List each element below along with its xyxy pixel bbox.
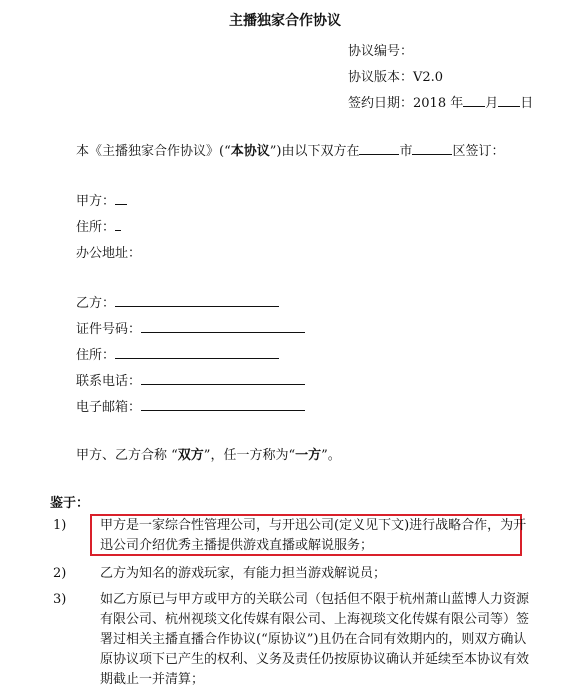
agreement-version-label: 协议版本： bbox=[348, 70, 414, 85]
item-3-text: 如乙方原已与甲方或甲方的关联公司（包括但不限于杭州萧山蓝博人力资源有限公司、杭州视琰文化传媒有限公司、上海视琰文化传媒有限公司等）签署过相关主播直播合作协议(“原协议”)且仍在合同有效期内的，则双方确认原协议项下已产生的权利、义务及责任仍按原协议确认并延续至本协议有效期截止一并清算； bbox=[100, 592, 530, 687]
collective-part-1: 甲方、乙方合称 “ bbox=[76, 448, 178, 463]
item-1-number: 1) bbox=[53, 518, 67, 533]
party-a-address-blank bbox=[115, 218, 121, 231]
party-b-name-blank bbox=[115, 294, 279, 307]
party-b-name-label: 乙方： bbox=[76, 296, 116, 311]
party-b-address-label: 住所： bbox=[76, 348, 116, 363]
party-b-id-blank bbox=[141, 320, 305, 333]
party-a-name bbox=[76, 190, 127, 209]
intro-city: 市 bbox=[399, 144, 413, 159]
collective-definition bbox=[76, 444, 341, 463]
agreement-version-value: V2.0 bbox=[413, 70, 444, 85]
item-1-text: 甲方是一家综合性管理公司，与开迅公司(定义见下文)进行战略合作，为开迅公司介绍优秀主播提供游戏直播或解说服务； bbox=[100, 518, 527, 553]
party-b-phone bbox=[76, 370, 305, 389]
party-a-address-label: 住所： bbox=[76, 220, 116, 235]
sign-year: 2018 年 bbox=[413, 96, 464, 111]
collective-part-2: ”，任一方称为“ bbox=[203, 448, 296, 463]
party-b-phone-blank bbox=[141, 372, 305, 385]
party-b-address-blank bbox=[115, 346, 279, 359]
intro-part-2: ”)由以下双方在 bbox=[269, 144, 360, 159]
party-a-office bbox=[76, 242, 141, 261]
day-mark: 日 bbox=[520, 96, 534, 111]
party-b-email-label: 电子邮箱： bbox=[76, 400, 142, 415]
item-2-text: 乙方为知名的游戏玩家，有能力担当游戏解说员； bbox=[100, 566, 387, 581]
agreement-number bbox=[348, 40, 413, 59]
intro-bold-term: 本协议 bbox=[230, 144, 270, 159]
agreement-version bbox=[348, 66, 443, 85]
month-mark: 月 bbox=[485, 96, 499, 111]
party-b-phone-label: 联系电话： bbox=[76, 374, 142, 389]
item-2-number: 2) bbox=[53, 566, 67, 581]
whereas-heading: 鉴于： bbox=[50, 496, 90, 511]
party-b-id-label: 证件号码： bbox=[76, 322, 142, 337]
collective-bold-both: 双方 bbox=[177, 448, 204, 463]
party-a-name-label: 甲方： bbox=[76, 194, 116, 209]
document-title: 主播独家合作协议 bbox=[229, 13, 341, 29]
sign-date-label: 签约日期： bbox=[348, 96, 414, 111]
party-a-office-label: 办公地址： bbox=[76, 246, 142, 261]
party-a-name-blank bbox=[115, 192, 127, 205]
sign-date bbox=[348, 92, 533, 111]
party-b-name bbox=[76, 292, 279, 311]
district-blank bbox=[412, 142, 452, 155]
intro-part-1: 本《主播独家合作协议》(“ bbox=[76, 144, 231, 159]
day-blank bbox=[498, 94, 520, 107]
party-a-address bbox=[76, 216, 121, 235]
party-b-email bbox=[76, 396, 305, 415]
agreement-number-label: 协议编号： bbox=[348, 44, 414, 59]
collective-part-3: ”。 bbox=[321, 448, 341, 463]
collective-bold-one: 一方 bbox=[295, 448, 322, 463]
month-blank bbox=[463, 94, 485, 107]
party-b-email-blank bbox=[141, 398, 305, 411]
intro-district: 区签订： bbox=[452, 144, 505, 159]
city-blank bbox=[359, 142, 399, 155]
party-b-id bbox=[76, 318, 305, 337]
intro-paragraph bbox=[76, 140, 504, 159]
party-b-address bbox=[76, 344, 279, 363]
item-3-number: 3) bbox=[53, 592, 67, 607]
